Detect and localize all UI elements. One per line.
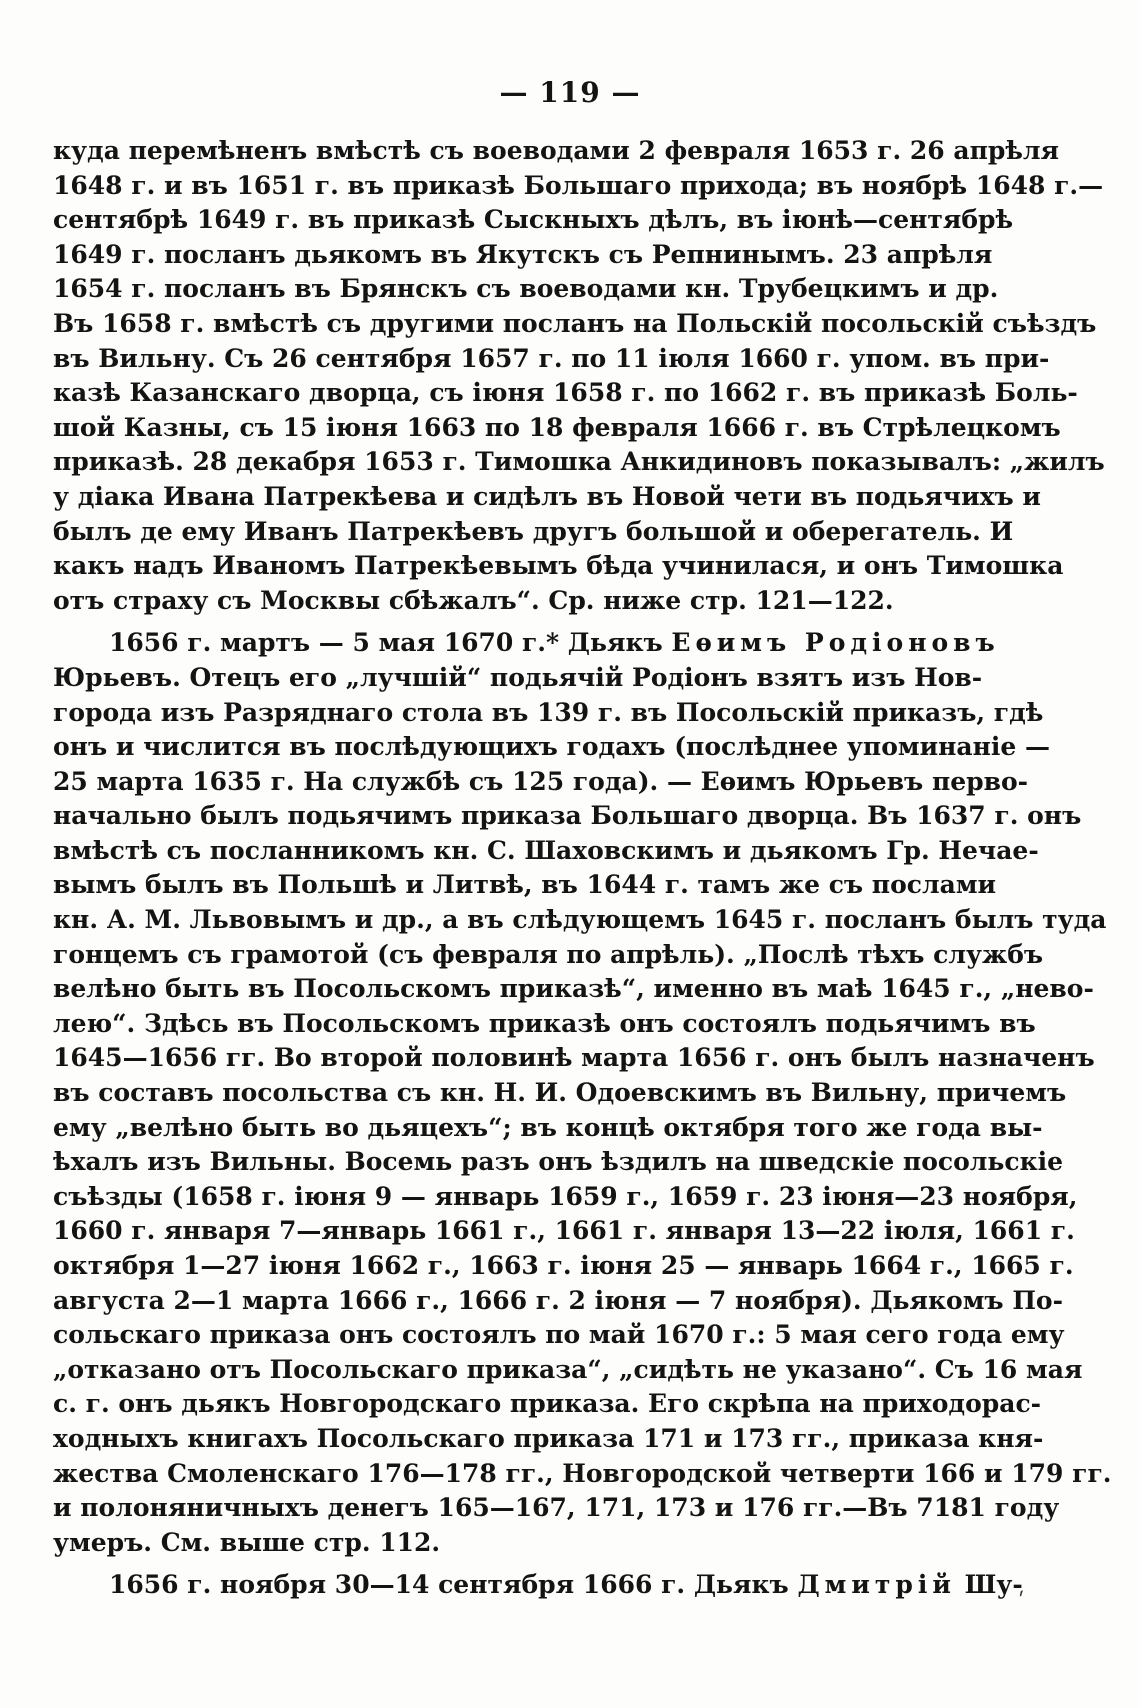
text-line: приказѣ. 28 декабря 1653 г. Тимошка Анкидиновъ показывалъ: „жилъ [53,447,1105,477]
text-line: у діака Ивана Патрекѣева и сидѣлъ въ Новой чети въ подьячихъ и [53,481,1041,511]
text-line: ходныхъ книгахъ Посольскаго приказа 171 и 173 гг., приказа кня- [53,1423,1044,1453]
body-text [53,134,1112,1603]
text-line: Юрьевъ. Отецъ его „лучшій“ подьячій Родіонъ взятъ изъ Нов- [53,662,983,692]
text-line: и полоняничныхъ денегъ 165—167, 171, 173 и 176 гг.—Въ 7181 году [53,1493,1060,1523]
text-line: вмѣстѣ съ посланникомъ кн. С. Шаховскимъ и дьякомъ Гр. Нечае- [53,835,1039,865]
text-line: 1645—1656 гг. Во второй половинѣ марта 1656 г. онъ былъ назначенъ [53,1043,1095,1073]
entry-efim-yuryev [53,626,1112,1560]
text-line: ѣхалъ изъ Вильны. Восемь разъ онъ ѣздилъ на шведскіе посольскіе [53,1147,1064,1177]
entry-date-start: 1656 [109,628,179,658]
text-line: 1660 г. января 7—январь 1661 г., 1661 г. января 13—22 іюля, 1661 г. [53,1216,1075,1246]
text-line: „отказано отъ Посольскаго приказа“, „сидѣть не указано“. Съ 16 мая [53,1354,1083,1384]
entry-heading-line: 1656 г. ноября 30—14 сентября 1666 г. Дьякъ Дмитрій Шу- [109,1570,1023,1600]
text-line: города изъ Разряднаго стола въ 139 г. въ Посольскій приказъ, гдѣ [53,697,1044,727]
text-line: сентябрѣ 1649 г. въ приказѣ Сыскныхъ дѣлъ, въ іюнѣ—сентябрѣ [53,205,1014,235]
text-line: вымъ былъ въ Польшѣ и Литвѣ, въ 1644 г. тамъ же съ послами [53,870,997,900]
text-line: 1649 г. посланъ дьякомъ въ Якутскъ съ Репнинымъ. 23 апрѣля [53,239,993,269]
text-line: начально былъ подьячимъ приказа Большаго дворца. Въ 1637 г. онъ [53,801,1082,831]
text-line: гонцемъ съ грамотой (съ февраля по апрѣль). „Послѣ тѣхъ службъ [53,939,1044,969]
text-line: умеръ. См. выше стр. 112. [53,1527,441,1557]
page-number: — 119 — [499,76,641,109]
entry-date-start: 1656 [109,1570,179,1600]
text-line: казѣ Казанскаго дворца, съ іюня 1658 г. по 1662 г. въ приказѣ Боль- [53,378,1078,408]
entry-date-end: 1666 [582,1570,653,1600]
text-line: шой Казны, съ 15 іюня 1663 по 18 февраля 1666 г. въ Стрѣлецкомъ [53,412,1061,442]
text-line: 1654 г. посланъ въ Брянскъ съ воеводами кн. Трубецкимъ и др. [53,274,999,304]
margin-mark: ˊ [1012,1586,1036,1618]
text-line: онъ и числится въ послѣдующихъ годахъ (послѣднее упоминаніе — [53,732,1051,762]
entry-date-end: 1670 [443,628,514,658]
text-line: лею“. Здѣсь въ Посольскомъ приказѣ онъ состоялъ подьячимъ въ [53,1008,1036,1038]
text-line: кн. А. М. Львовымъ и др., а въ слѣдующемъ 1645 г. посланъ былъ туда [53,905,1107,935]
text-line: августа 2—1 марта 1666 г., 1666 г. 2 іюня — 7 ноября). Дьякомъ По- [53,1285,1063,1315]
text-line: 1648 г. и въ 1651 г. въ приказѣ Большаго прихода; въ ноябрѣ 1648 г.— [53,170,1104,200]
text-line: жества Смоленскаго 176—178 гг., Новгородской четверти 166 и 179 гг. [53,1458,1112,1488]
entry-heading-line: 1656 г. мартъ — 5 мая 1670 г.* Дьякъ Еѳимъ Родіоновъ [109,628,1000,658]
entry-person-name: Еѳимъ Родіоновъ [671,628,1000,658]
text-line: въ составъ посольства съ кн. Н. И. Одоевскимъ въ Вильну, причемъ [53,1078,1067,1108]
text-line: съѣзды (1658 г. іюня 9 — январь 1659 г., 1659 г. 23 іюня—23 ноября, [53,1181,1078,1211]
entry-dmitry [53,1568,1023,1603]
text-line: ему „велѣно быть во дьяцехъ“; въ концѣ октября того же года вы- [53,1112,1043,1142]
text-line: куда перемѣненъ вмѣстѣ съ воеводами 2 февраля 1653 г. 26 апрѣля [53,136,1060,165]
text-line: былъ де ему Иванъ Патрекѣевъ другъ большой и оберегатель. И [53,516,1014,546]
text-line: сольскаго приказа онъ состоялъ по май 1670 г.: 5 мая сего года ему [53,1320,1065,1350]
text-line: Въ 1658 г. вмѣстѣ съ другими посланъ на Польскій посольскій съѣздъ [53,308,1097,338]
entry-person-surname: Шу- [964,1570,1023,1600]
text-line: 25 марта 1635 г. На службѣ съ 125 года). — Еѳимъ Юрьевъ перво- [53,766,1029,796]
text-line: какъ надъ Иваномъ Патрекѣевымъ бѣда учинилася, и онъ Тимошка [53,551,1064,581]
text-line: отъ страху съ Москвы сбѣжалъ“. Ср. ниже стр. 121—122. [53,585,894,615]
text-line: велѣно быть въ Посольскомъ приказѣ“, именно въ маѣ 1645 г., „нево- [53,974,1094,1004]
text-line: октября 1—27 іюня 1662 г., 1663 г. іюня 25 — январь 1664 г., 1665 г. [53,1251,1074,1280]
text-line: въ Вильну. Съ 26 сентября 1657 г. по 11 іюля 1660 г. упом. въ при- [53,343,1050,373]
paragraph-continuation [53,134,1105,618]
entry-person-surname: Юрьевъ. [53,662,181,692]
text-line: с. г. онъ дьякъ Новгородскаго приказа. Его скрѣпа на приходорас- [53,1389,1042,1419]
entry-person-name: Дмитрій [797,1570,956,1600]
